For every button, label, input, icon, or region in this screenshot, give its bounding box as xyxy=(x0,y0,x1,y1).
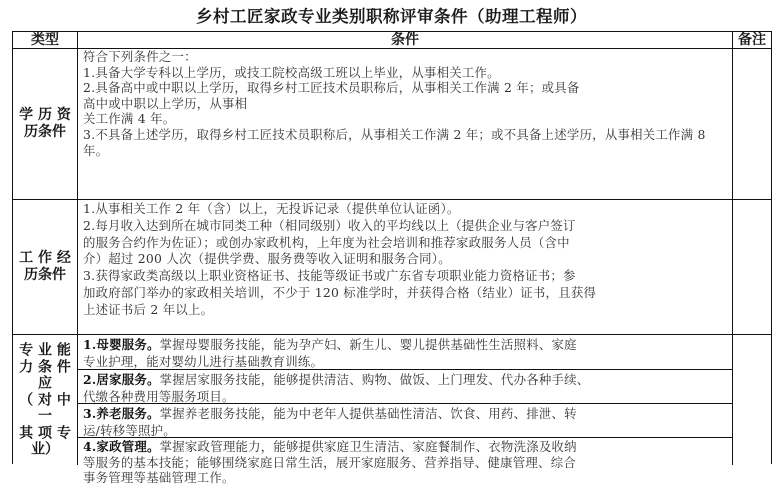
ability-item-caption: 3.养老服务。 xyxy=(83,406,160,421)
ability-item-text: 代缴各种费用等服务项目。 xyxy=(83,388,235,404)
experience-line: 3.获得家政类高级以上职业资格证书、技能等级证书或广东省专项职业能力资格证书；参 xyxy=(83,268,576,284)
education-conditions xyxy=(78,49,733,199)
ability-notes xyxy=(733,335,771,465)
ability-item-caption: 4.家政管理。 xyxy=(83,439,160,454)
experience-conditions xyxy=(78,200,733,334)
ability-item-household xyxy=(78,370,732,404)
ability-item-caption: 2.居家服务。 xyxy=(83,372,160,387)
ability-item-text: 掌握母婴服务技能，能为孕产妇、新生儿、婴儿提供基础性生活照料、家庭 xyxy=(159,337,577,352)
header-conditions: 条件 xyxy=(78,32,733,48)
experience-line: 1.从事相关工作 2 年（含）以上，无投诉记录（提供单位认证函）。 xyxy=(83,201,460,216)
ability-item-text: 掌握居家服务技能，能够提供清洁、购物、做饭、上门理发、代办各种手续、 xyxy=(159,372,590,387)
ability-item-elderly xyxy=(78,404,732,438)
experience-notes xyxy=(733,200,771,334)
ability-item-management xyxy=(78,438,732,485)
experience-line: 2.每月收入达到所在城市同类工种（相同级别）收入的平均线以上（提供企业与客户签订 xyxy=(83,217,576,233)
ability-item-text: 等服务的基本技能；能够围绕家庭日常生活，展开家庭服务、营养指导、健康管理、综合 xyxy=(83,454,576,470)
experience-line: 上述证书后 2 年以上。 xyxy=(83,301,214,317)
education-line: 符合下列条件之一： xyxy=(83,49,197,64)
experience-line: 加政府部门举办的家政相关培训，不少于 120 标准学时，并获得合格（结业）证书，且获得 xyxy=(83,284,597,300)
criteria-table xyxy=(12,31,772,485)
experience-type-cell xyxy=(13,200,78,334)
ability-row xyxy=(13,335,771,485)
ability-type-label: 专 业 能 力 条 件 应 （ 对 中 一 其 项 专 业） xyxy=(19,342,71,458)
education-line: 关工作满 4 年。 xyxy=(83,111,176,127)
education-line: 2.具备高中或中职以上学历，取得乡村工匠技术员职称后，从事相关工作满 2 年；或具备 xyxy=(83,80,580,96)
education-line: 1.具备大学专科以上学历，或技工院校高级工班以上毕业，从事相关工作。 xyxy=(83,64,500,80)
education-line: 高中或中职以上学历，从事相 xyxy=(83,95,248,111)
page-title: 乡村工匠家政专业类别职称评审条件（助理工程师） xyxy=(196,7,587,26)
header-type: 类型 xyxy=(13,32,78,48)
ability-item-caption: 1.母婴服务。 xyxy=(83,337,160,352)
ability-type-cell xyxy=(13,335,78,465)
experience-line: 介）超过 200 人次（提供学费、服务费等收入证明和服务合同）。 xyxy=(83,251,451,267)
education-notes xyxy=(733,49,771,199)
ability-item-maternal xyxy=(78,335,732,370)
ability-item-text: 事务管理等基础管理工作。 xyxy=(83,470,235,485)
table-header-row xyxy=(13,32,771,49)
experience-line: 的服务合约作为佐证）；或创办家政机构，上年度为社会培训和推荐家政服务人员（含中 xyxy=(83,234,570,250)
education-line: 3.不具备上述学历，取得乡村工匠技术员职称后，从事相关工作满 2 年；或不具备上述学历，从事相关工作满 8 年。 xyxy=(83,126,706,158)
ability-item-text: 专业护理，能对婴幼儿进行基础教育训练。 xyxy=(83,353,324,369)
ability-item-text: 掌握家政管理能力，能够提供家庭卫生清洁、家庭餐制作、衣物洗涤及收纳 xyxy=(159,439,577,454)
education-type-label: 学 历 资 历条件 xyxy=(19,107,71,140)
header-notes: 备注 xyxy=(738,32,766,48)
experience-type-label: 工 作 经 历条件 xyxy=(19,250,71,283)
education-type-cell xyxy=(13,49,78,199)
experience-row xyxy=(13,200,771,335)
education-row xyxy=(13,49,771,200)
ability-conditions xyxy=(78,335,733,485)
ability-item-text: 运/转移等照护。 xyxy=(83,422,176,438)
ability-item-text: 掌握养老服务技能，能为中老年人提供基础性清洁、饮食、用药、排泄、转 xyxy=(159,406,577,421)
